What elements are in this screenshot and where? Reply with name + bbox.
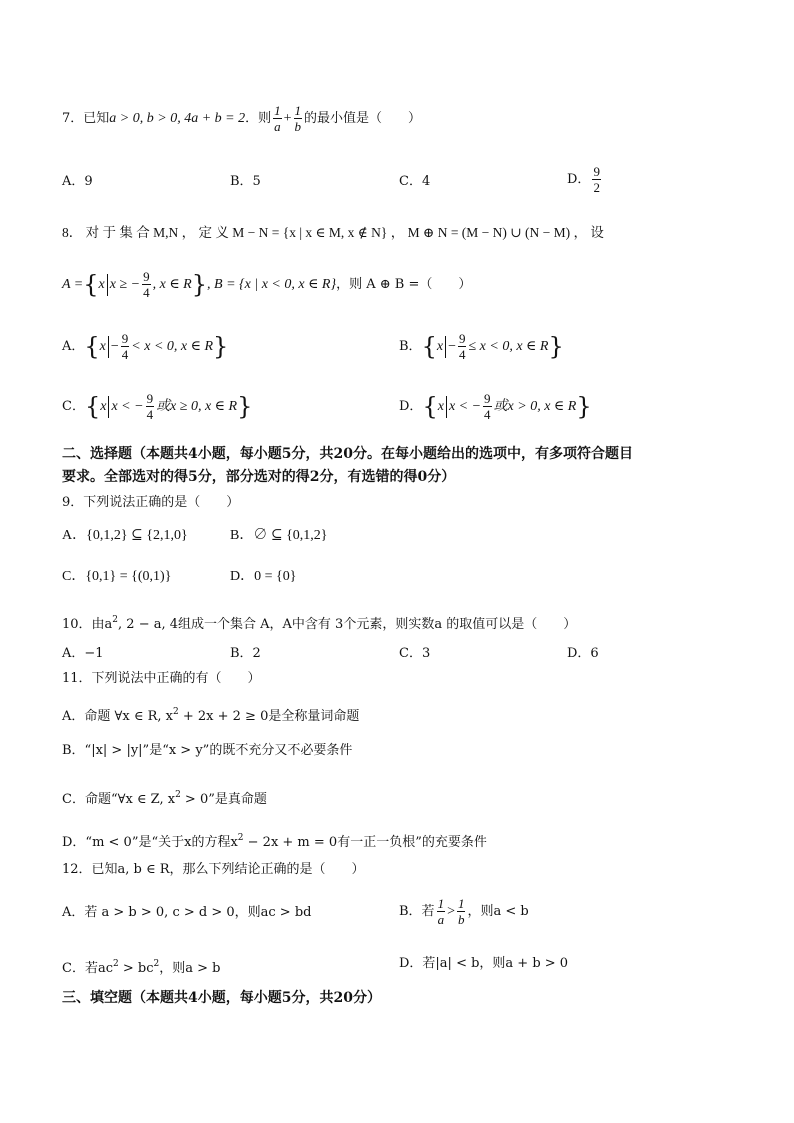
q10-stem: 10．由$a^2$, 2 − a, 4组成一个集合 A，A中含有 3个元素，则实数a 的取值可以是（ ）: [62, 615, 577, 632]
q8-stem-line1: 8． 对 于 集 合 M,N ， 定 义 M − N = {x | x ∈ M, x ∉ N} ， M ⊕ N = (M − N) ∪ (N − M) ， 设: [62, 225, 604, 240]
q9-option-d: D．0 = {0}: [230, 569, 297, 584]
q8-option-c: C．{x x < − $\frac{9}{4}$ 或x ≥ 0, x ∈ R}: [62, 391, 253, 422]
q8-stem-line2: A ={x x ≥ − $\frac{9}{4}$ , x ∈ R}, B = {x | x < 0, x ∈ R}，则 A ⊕ B =（ ）: [62, 269, 472, 300]
q11-option-a: A．命题 ∀x ∈ R, $x^2 + 2x + 2 \ge 0$是全称量词命题: [62, 707, 360, 724]
q10-option-a: A．−1: [62, 646, 104, 661]
q12-option-a: A．若 a > b > 0, c > d > 0，则ac > bd: [62, 905, 312, 920]
q9-stem: 9．下列说法正确的是（ ）: [62, 495, 240, 510]
q9-option-a: A．{0,1,2} ⊆ {2,1,0}: [62, 528, 188, 543]
q9-option-b: B．∅ ⊆ {0,1,2}: [230, 528, 328, 543]
q8-option-d: D．{x x < − $\frac{9}{4}$ 或x > 0, x ∈ R}: [399, 391, 592, 422]
q12-option-d: D．若|a| < b，则a + b > 0: [399, 956, 569, 971]
q7-fraction-2: $\frac{1}{b}$: [294, 103, 302, 134]
q7-number: 7．: [62, 111, 84, 126]
q10-option-c: C．3: [399, 646, 431, 661]
q7-stem: 7．已知a > 0, b > 0, 4a + b = 2．则 $\frac{1}{a}$ + $\frac{1}{b}$ 的最小值是（ ）: [62, 103, 422, 134]
q7-condition: a > 0, b > 0, 4a + b = 2: [109, 111, 246, 126]
q7-fraction-1: $\frac{1}{a}$: [274, 103, 281, 134]
q7-option-a: A．9: [62, 174, 93, 189]
q11-option-b: B．“|x| > |y|”是“x > y”的既不充分又不必要条件: [62, 743, 353, 758]
section-2-heading-line2: 要求。全部选对的得5分，部分选对的得2分，有选错的得0分）: [62, 469, 456, 485]
q7-option-b: B．5: [230, 174, 261, 189]
q12-stem: 12．已知a, b ∈ R，那么下列结论正确的是（ ）: [62, 862, 365, 877]
q8-option-b: B．{x − $\frac{9}{4}$ ≤ x < 0, x ∈ R}: [399, 331, 564, 362]
q7-option-d-fraction: $\frac{9}{2}$: [593, 164, 600, 195]
q11-stem: 11．下列说法中正确的有（ ）: [62, 671, 261, 686]
q10-option-b: B．2: [230, 646, 261, 661]
q11-option-d: D．“m < 0”是“关于x的方程$x^2 - 2x + m = 0$有一正一负根”的充要条件: [62, 833, 487, 850]
q7-option-d: D． $\frac{9}{2}$: [567, 164, 600, 195]
q10-option-d: D．6: [567, 646, 599, 661]
q7-option-c: C．4: [399, 174, 431, 189]
q12-option-b: B．若 $\frac{1}{a}$ > $\frac{1}{b}$ ，则a < b: [399, 896, 529, 927]
q8-option-a: A．{x − $\frac{9}{4}$ < x < 0, x ∈ R}: [62, 331, 229, 362]
q11-option-c: C．命题“∀x ∈ Z, $x^2 > 0$”是真命题: [62, 790, 267, 807]
q8-set-a-fraction: $\frac{9}{4}$: [143, 269, 150, 300]
section-2-heading-line1: 二、选择题（本题共4小题，每小题5分，共20分。在每小题给出的选项中，有多项符合题目: [62, 446, 633, 462]
q12-option-c: C．若$ac^2 > bc^2$，则a > b: [62, 959, 221, 976]
q9-option-c: C．{0,1} = {(0,1)}: [62, 569, 172, 584]
section-3-heading: 三、填空题（本题共4小题，每小题5分，共20分）: [62, 990, 381, 1006]
